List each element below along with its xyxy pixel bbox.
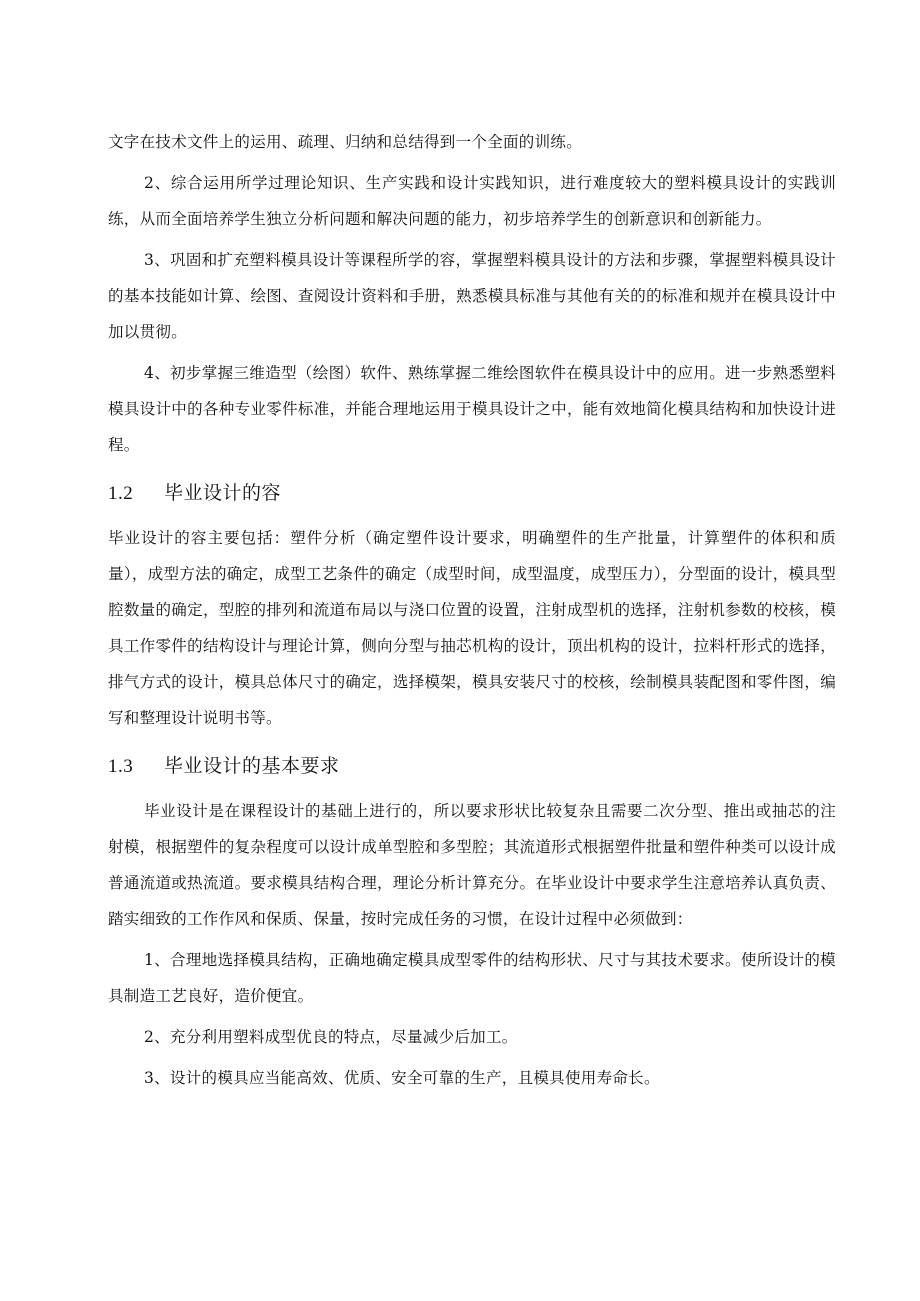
paragraph-continued: 文字在技术文件上的运用、疏理、归纳和总结得到一个全面的训练。 <box>108 133 583 151</box>
requirement-item-2: 2、充分利用塑料成型优良的特点，尽量减少后加工。 <box>144 1028 518 1046</box>
section-heading-1-3 <box>108 748 836 785</box>
requirement-item-3: 3、设计的模具应当能高效、优质、安全可靠的生产，且模具使用寿命长。 <box>144 1069 660 1087</box>
paragraph-item-2: 2、综合运用所学过理论知识、生产实践和设计实践知识，进行难度较大的塑料模具设计的实践训练，从而全面培养学生独立分析问题和解决问题的能力，初步培养学生的创新意识和创新能力。 <box>108 174 836 228</box>
section-title: 毕业设计的容 <box>164 482 282 504</box>
paragraph-item-3: 3、巩固和扩充塑料模具设计等课程所学的容，掌握塑料模具设计的方法和步骤，掌握塑料模具设计的基本技能如计算、绘图、查阅设计资料和手册，熟悉模具标准与其他有关的的标准和规并在模具设计中加以贯彻。 <box>108 251 836 341</box>
page-content <box>108 124 836 1096</box>
requirement-item-1: 1、合理地选择模具结构，正确地确定模具成型零件的结构形状、尺寸与其技术要求。使所设计的模具制造工艺良好，造价便宜。 <box>108 951 836 1005</box>
section-number: 1.2 <box>108 483 134 504</box>
section-heading-1-2 <box>108 475 836 512</box>
section-number: 1.3 <box>108 756 134 777</box>
section-title: 毕业设计的基本要求 <box>164 755 340 777</box>
section-1-3-intro: 毕业设计是在课程设计的基础上进行的，所以要求形状比较复杂且需要二次分型、推出或抽芯的注射模，根据塑件的复杂程度可以设计成单型腔和多型腔；其流道形式根据塑件批量和塑件种类可以设计成普通流道或热流道。要求模具结构合理，理论分析计算充分。在毕业设计中要求学生注意培养认真负责、踏实细致的工作作风和保质、保量，按时完成任务的习惯，在设计过程中必须做到： <box>108 802 836 928</box>
paragraph-item-4: 4、初步掌握三维造型（绘图）软件、熟练掌握二维绘图软件在模具设计中的应用。进一步熟悉塑料模具设计中的各种专业零件标准，并能合理地运用于模具设计之中，能有效地简化模具结构和加快设计进程。 <box>108 364 836 454</box>
section-1-2-body: 毕业设计的容主要包括：塑件分析（确定塑件设计要求，明确塑件的生产批量，计算塑件的体积和质量），成型方法的确定，成型工艺条件的确定（成型时间，成型温度，成型压力），分型面的设计，模具型腔数量的确定，型腔的排列和流道布局以与浇口位置的设置，注射成型机的选择，注射机参数的校核，模具工作零件的结构设计与理论计算，侧向分型与抽芯机构的设计，顶出机构的设计，拉料杆形式的选择，排气方式的设计，模具总体尺寸的确定，选择模架，模具安装尺寸的校核，绘制模具装配图和零件图，编写和整理设计说明书等。 <box>108 529 836 727</box>
